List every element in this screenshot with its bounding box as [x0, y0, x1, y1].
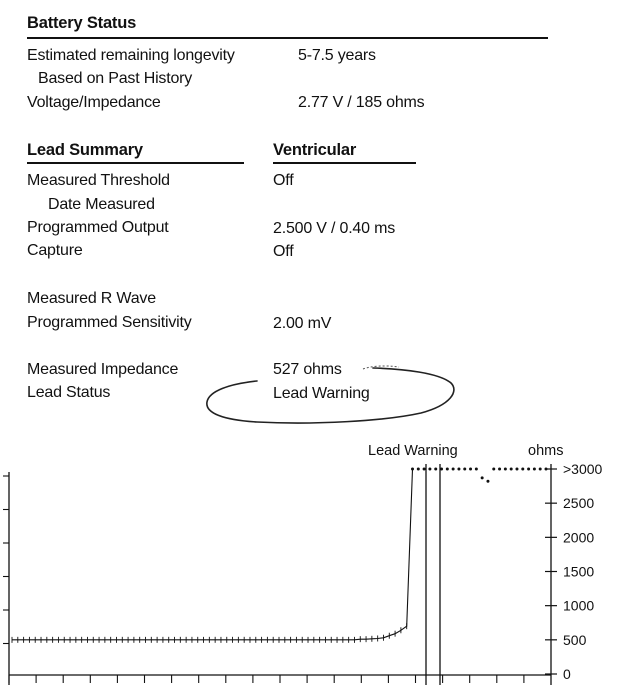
based-on-label: Based on Past History — [38, 70, 193, 87]
y-tick-label: 500 — [563, 631, 587, 648]
y-axis-ticks — [3, 461, 603, 682]
voltage-impedance-label: Voltage/Impedance — [27, 94, 161, 111]
measured-impedance-label: Measured Impedance — [27, 361, 179, 378]
capture-value: Off — [273, 243, 294, 260]
y-axis-unit-label: ohms — [528, 443, 564, 459]
data-point — [515, 468, 518, 471]
data-point — [481, 476, 484, 479]
programmed-output-label: Programmed Output — [27, 219, 169, 236]
handwritten-circle-annotation — [195, 355, 470, 430]
data-point — [440, 468, 443, 471]
data-point — [446, 468, 449, 471]
programmed-sensitivity-value: 2.00 mV — [273, 315, 332, 332]
programmed-sensitivity-label: Programmed Sensitivity — [27, 314, 192, 331]
date-measured-label: Date Measured — [48, 196, 155, 213]
measured-threshold-value: Off — [273, 172, 294, 189]
lead-status-value: Lead Warning — [273, 385, 370, 402]
y-tick-label: 2000 — [563, 529, 595, 546]
lead-summary-rule — [27, 162, 244, 164]
data-point — [452, 468, 455, 471]
y-tick-label: 1000 — [563, 597, 595, 614]
lead-warning-annotation: Lead Warning — [368, 443, 458, 459]
data-point — [457, 468, 460, 471]
programmed-output-value: 2.500 V / 0.40 ms — [273, 220, 396, 237]
battery-status-heading: Battery Status — [27, 14, 137, 32]
x-axis-ticks — [9, 675, 524, 683]
impedance-trend-chart — [0, 436, 617, 685]
capture-label: Capture — [27, 242, 83, 259]
y-tick-label: 1500 — [563, 563, 595, 580]
y-tick-label: 2500 — [563, 495, 595, 512]
data-point — [498, 468, 501, 471]
ventricular-heading: Ventricular — [273, 141, 357, 159]
data-point — [492, 468, 495, 471]
data-point — [521, 468, 524, 471]
data-point — [463, 468, 466, 471]
longevity-value: 5-7.5 years — [298, 47, 376, 64]
data-point — [428, 468, 431, 471]
voltage-impedance-value: 2.77 V / 185 ohms — [298, 94, 425, 111]
data-point — [475, 468, 478, 471]
data-point — [469, 468, 472, 471]
lead-summary-heading: Lead Summary — [27, 141, 143, 159]
data-point — [504, 468, 507, 471]
data-point — [545, 468, 548, 471]
data-point — [423, 468, 426, 471]
battery-status-rule — [27, 37, 548, 39]
longevity-label: Estimated remaining longevity — [27, 47, 235, 64]
measured-impedance-value: 527 ohms — [273, 361, 342, 378]
data-point — [527, 468, 530, 471]
data-point — [533, 468, 536, 471]
data-point — [539, 468, 542, 471]
ventricular-rule — [273, 162, 416, 164]
measured-r-wave-label: Measured R Wave — [27, 290, 156, 307]
y-tick-label: >3000 — [563, 461, 603, 477]
measured-threshold-label: Measured Threshold — [27, 172, 170, 189]
data-point — [434, 468, 437, 471]
data-point — [510, 468, 513, 471]
impedance-series — [12, 468, 548, 643]
lead-status-label: Lead Status — [27, 384, 111, 401]
data-point — [417, 468, 420, 471]
y-tick-label: 0 — [563, 666, 571, 682]
data-point — [486, 480, 489, 483]
impedance-line — [12, 469, 413, 640]
